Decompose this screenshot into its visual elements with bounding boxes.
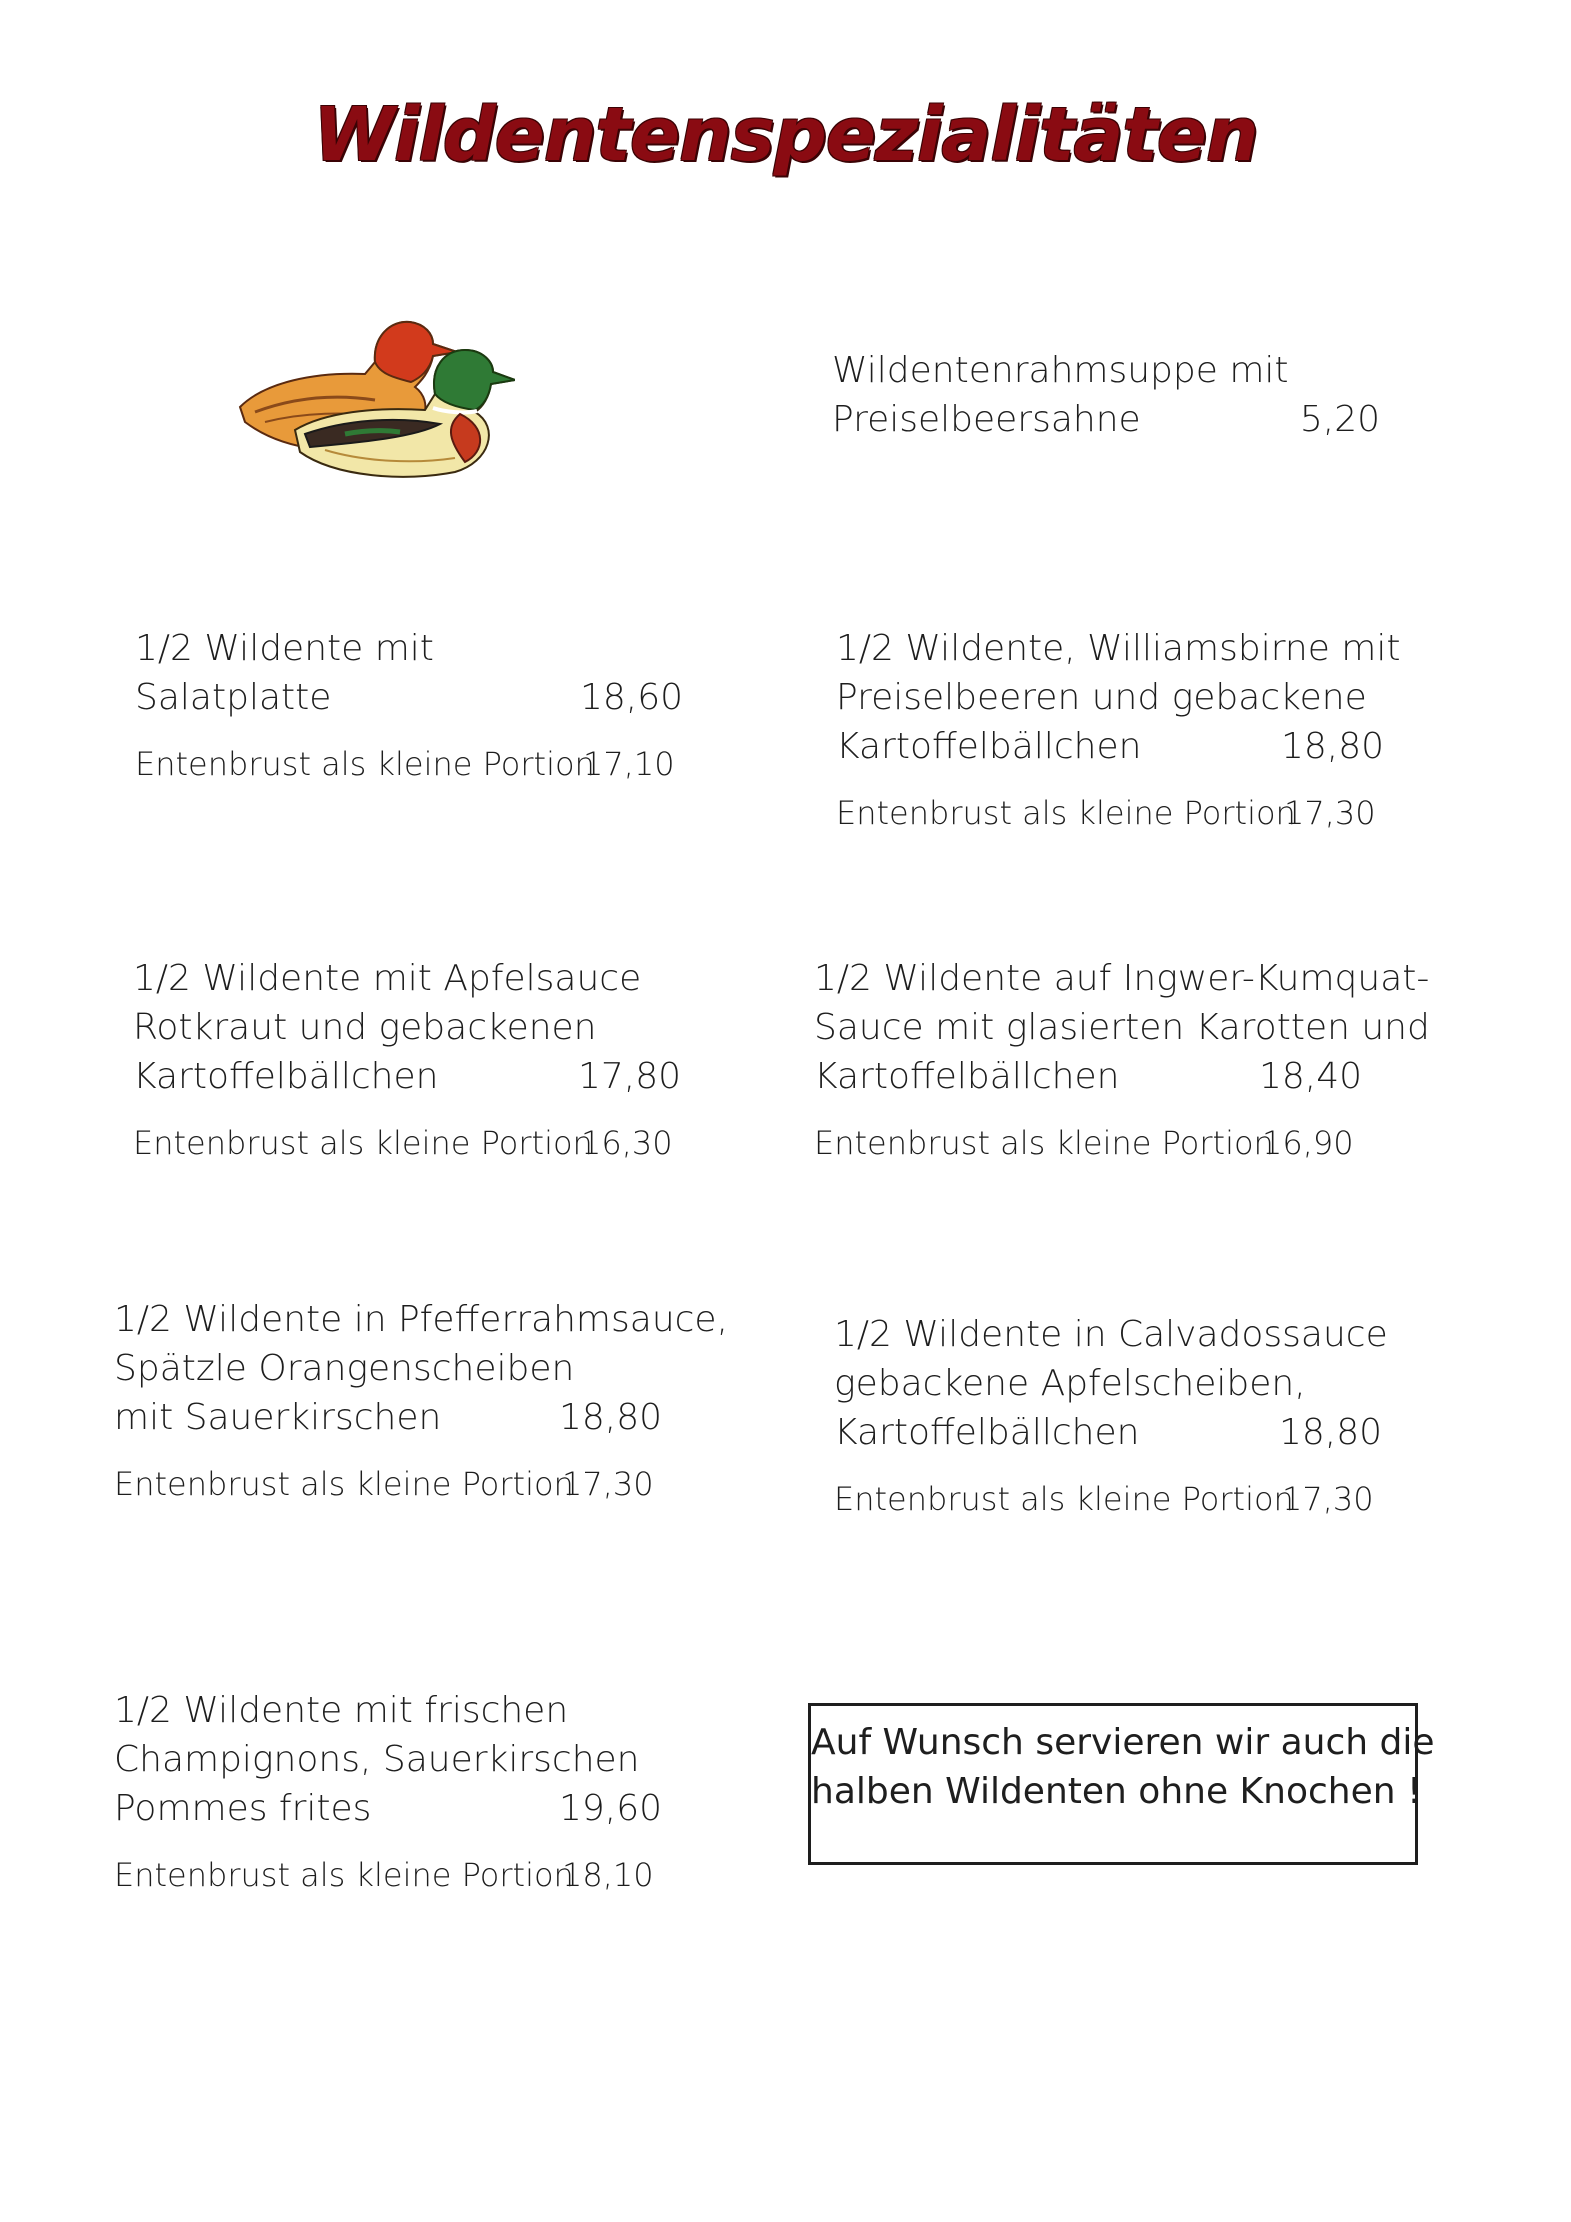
item-price: 18,80 — [1278, 1412, 1382, 1453]
small-portion — [114, 1460, 662, 1509]
menu-item — [135, 624, 683, 789]
small-portion-price: 16,30 — [581, 1124, 673, 1162]
item-line: mit Sauerkirschen — [114, 1397, 442, 1438]
item-line: Preiselbeeren und gebackene — [836, 677, 1367, 718]
small-portion-price: 17,10 — [583, 745, 675, 783]
item-line: Preiselbeersahne — [832, 399, 1141, 440]
item-line: Kartoffelbällchen — [133, 1056, 439, 1097]
menu-item — [114, 1295, 729, 1509]
item-price: 5,20 — [1299, 399, 1380, 440]
item-line: Spätzle Orangenscheiben — [114, 1348, 575, 1389]
small-portion-label: Entenbrust als kleine Portion — [834, 1480, 1294, 1518]
boneless-note-box — [808, 1703, 1435, 1865]
item-line: 1/2 Wildente mit frischen — [114, 1690, 569, 1731]
menu-item-soup — [832, 346, 1380, 444]
small-portion-price: 18,10 — [562, 1856, 654, 1894]
item-price: 18,80 — [1280, 726, 1384, 767]
item-line: Champignons, Sauerkirschen — [114, 1739, 640, 1780]
small-portion-price: 17,30 — [1282, 1480, 1374, 1518]
item-line: Salatplatte — [135, 677, 332, 718]
small-portion-label: Entenbrust als kleine Portion — [114, 1465, 574, 1503]
small-portion-label: Entenbrust als kleine Portion — [836, 794, 1296, 832]
small-portion-label: Entenbrust als kleine Portion — [114, 1856, 574, 1894]
item-line-with-price — [114, 1393, 662, 1442]
item-line-with-price — [832, 395, 1380, 444]
small-portion-label: Entenbrust als kleine Portion — [814, 1124, 1274, 1162]
item-line-with-price — [834, 1408, 1382, 1457]
note-line: halben Wildenten ohne Knochen ! — [811, 1771, 1422, 1812]
item-line: Kartoffelbällchen — [836, 726, 1142, 767]
small-portion — [814, 1119, 1362, 1168]
small-portion-label: Entenbrust als kleine Portion — [133, 1124, 593, 1162]
item-price: 18,60 — [579, 677, 683, 718]
duck-pair-icon — [225, 312, 515, 480]
item-line-with-price — [135, 673, 683, 722]
item-line-with-price — [836, 722, 1384, 771]
small-portion — [114, 1851, 662, 1900]
item-line: 1/2 Wildente auf Ingwer-Kumquat- — [814, 958, 1430, 999]
note-line: Auf Wunsch servieren wir auch die — [811, 1722, 1435, 1763]
item-price: 18,80 — [558, 1397, 662, 1438]
item-line: 1/2 Wildente in Pfefferrahmsauce, — [114, 1299, 729, 1340]
item-line: Pommes frites — [114, 1788, 372, 1829]
menu-item — [834, 1310, 1388, 1524]
item-price: 19,60 — [558, 1788, 662, 1829]
small-portion-price: 17,30 — [1284, 794, 1376, 832]
small-portion-price: 16,90 — [1262, 1124, 1354, 1162]
menu-item — [133, 954, 681, 1168]
item-line: 1/2 Wildente mit Apfelsauce — [133, 958, 642, 999]
item-line: Sauce mit glasierten Karotten und — [814, 1007, 1430, 1048]
item-line-with-price — [114, 1784, 662, 1833]
item-line-with-price — [133, 1052, 681, 1101]
item-line-with-price — [814, 1052, 1362, 1101]
item-line: Wildentenrahmsuppe mit — [832, 350, 1289, 391]
item-price: 18,40 — [1258, 1056, 1362, 1097]
item-line: Kartoffelbällchen — [814, 1056, 1120, 1097]
item-line: 1/2 Wildente, Williamsbirne mit — [836, 628, 1401, 669]
small-portion — [135, 740, 683, 789]
menu-item — [814, 954, 1430, 1168]
item-line: 1/2 Wildente in Calvadossauce — [834, 1314, 1388, 1355]
small-portion — [834, 1475, 1382, 1524]
item-line: Rotkraut und gebackenen — [133, 1007, 597, 1048]
small-portion-label: Entenbrust als kleine Portion — [135, 745, 595, 783]
small-portion — [836, 789, 1384, 838]
small-portion-price: 17,30 — [562, 1465, 654, 1503]
menu-item — [114, 1686, 662, 1900]
item-line: 1/2 Wildente mit — [135, 628, 434, 669]
page-title: Wildentenspezialitäten — [313, 92, 1258, 178]
item-line: Kartoffelbällchen — [834, 1412, 1140, 1453]
small-portion — [133, 1119, 681, 1168]
menu-item — [836, 624, 1401, 838]
item-price: 17,80 — [577, 1056, 681, 1097]
item-line: gebackene Apfelscheiben, — [834, 1363, 1306, 1404]
